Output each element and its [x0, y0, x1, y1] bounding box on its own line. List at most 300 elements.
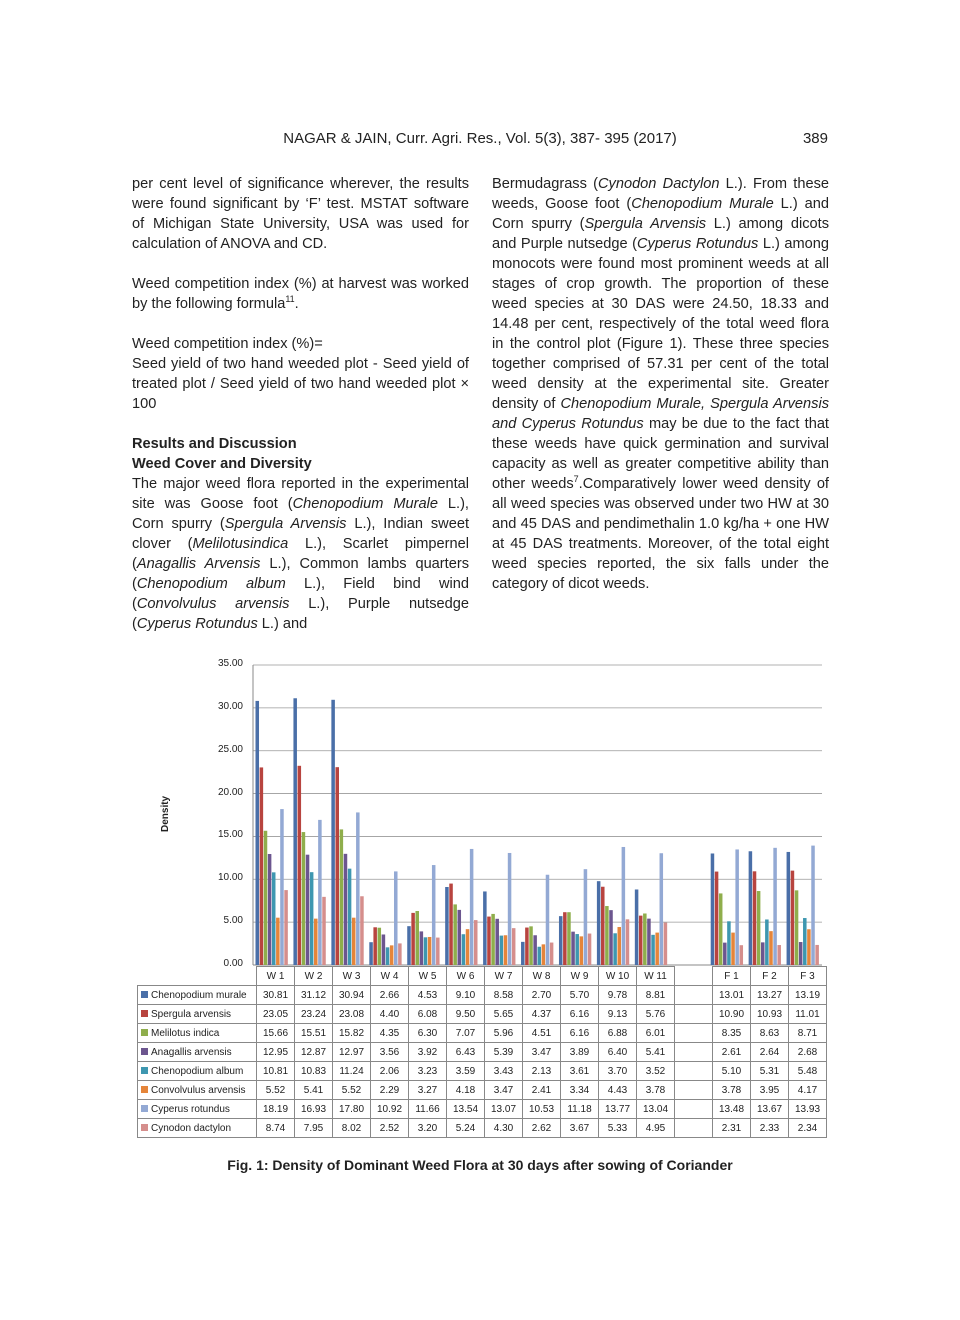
text-run: Weed Cover and Diversity	[132, 456, 312, 472]
bar-anagallis-arvensis	[533, 935, 537, 965]
italic-text: Spergula Arvensis	[584, 216, 707, 232]
category-label: F 1	[713, 967, 751, 986]
bar-spergula-arvensis	[715, 872, 719, 965]
bar-anagallis-arvensis	[647, 919, 651, 965]
bar-anagallis-arvensis	[799, 942, 803, 965]
data-label: 3.27	[409, 1081, 447, 1100]
data-label: 3.70	[599, 1062, 637, 1081]
data-label: 11.24	[333, 1062, 371, 1081]
legend-swatch	[141, 1086, 148, 1093]
data-label: 4.51	[523, 1024, 561, 1043]
text-run: Seed yield of two hand weeded plot - Seed yield of treated plot / Seed yield of two hand weeded plot × 100	[132, 356, 469, 412]
bar-melilotus-indica	[415, 911, 419, 965]
data-label: 2.70	[523, 986, 561, 1005]
data-label: 6.88	[599, 1024, 637, 1043]
data-label: 5.52	[257, 1081, 295, 1100]
data-label	[675, 1005, 713, 1024]
bar-chenopodium-murale	[711, 853, 715, 965]
data-label: 13.04	[637, 1100, 675, 1119]
bar-chenopodium-murale	[483, 891, 487, 965]
italic-text: Chenopodium Murale	[292, 496, 438, 512]
series-name: Melilotus indica	[151, 1027, 220, 1039]
data-label: 11.18	[561, 1100, 599, 1119]
data-label: 11.01	[789, 1005, 827, 1024]
data-label: 2.33	[751, 1119, 789, 1138]
data-label: 4.43	[599, 1081, 637, 1100]
data-label: 2.61	[713, 1043, 751, 1062]
table-row	[138, 1081, 827, 1100]
data-label: 8.81	[637, 986, 675, 1005]
bar-chenopodium-murale	[407, 926, 411, 965]
data-label: 5.31	[751, 1062, 789, 1081]
bar-anagallis-arvensis	[458, 910, 462, 965]
data-label: 3.52	[637, 1062, 675, 1081]
bar-melilotus-indica	[643, 913, 647, 965]
category-label: W 1	[257, 967, 295, 986]
data-label: 5.39	[485, 1043, 523, 1062]
bar-spergula-arvensis	[373, 927, 377, 965]
data-label: 5.41	[637, 1043, 675, 1062]
bar-chenopodium-murale	[597, 881, 601, 965]
bar-melilotus-indica	[491, 914, 495, 965]
data-label: 5.41	[295, 1081, 333, 1100]
data-label: 2.34	[789, 1119, 827, 1138]
data-label: 4.40	[371, 1005, 409, 1024]
bar-convolvulus-arvensis	[580, 936, 584, 965]
bar-melilotus-indica	[757, 891, 761, 965]
data-label	[675, 986, 713, 1005]
y-axis-title: Density	[160, 795, 171, 832]
table-row	[138, 1062, 827, 1081]
bar-spergula-arvensis	[791, 871, 795, 965]
series-name: Chenopodium album	[151, 1065, 244, 1077]
data-label: 2.13	[523, 1062, 561, 1081]
bar-spergula-arvensis	[449, 884, 453, 965]
category-label: W 2	[295, 967, 333, 986]
data-label: 8.63	[751, 1024, 789, 1043]
data-label: 5.48	[789, 1062, 827, 1081]
bar-chenopodium-album	[424, 937, 428, 965]
y-tick-label: 25.00	[217, 743, 243, 755]
bar-cyperus-rotundus	[811, 846, 815, 965]
text-run: L.), Scarlet pimpernel (	[132, 536, 469, 572]
legend-entry	[138, 1081, 257, 1100]
data-label: 11.66	[409, 1100, 447, 1119]
bar-spergula-arvensis	[563, 912, 567, 965]
table-row	[138, 1024, 827, 1043]
bar-chenopodium-album	[765, 919, 769, 965]
bar-cyperus-rotundus	[280, 809, 284, 965]
legend-entry	[138, 986, 257, 1005]
bar-chenopodium-album	[272, 872, 276, 965]
data-label: 4.35	[371, 1024, 409, 1043]
bar-convolvulus-arvensis	[276, 918, 280, 965]
bar-chenopodium-album	[386, 947, 390, 965]
data-label: 13.01	[713, 986, 751, 1005]
bar-chenopodium-murale	[787, 852, 791, 965]
data-label: 8.74	[257, 1119, 295, 1138]
y-tick-label: 35.00	[217, 658, 243, 669]
data-label: 6.08	[409, 1005, 447, 1024]
category-label: W 3	[333, 967, 371, 986]
bar-chenopodium-murale	[521, 942, 525, 965]
data-label: 13.07	[485, 1100, 523, 1119]
y-tick-label: 0.00	[223, 958, 243, 969]
bar-chenopodium-murale	[331, 700, 335, 965]
bar-chenopodium-murale	[749, 851, 753, 965]
data-label: 3.43	[485, 1062, 523, 1081]
category-label: F 3	[789, 967, 827, 986]
bar-anagallis-arvensis	[306, 855, 310, 965]
data-label: 3.67	[561, 1119, 599, 1138]
bar-spergula-arvensis	[260, 767, 264, 965]
bar-cyperus-rotundus	[660, 853, 664, 965]
text-run: Results and Discussion	[132, 436, 297, 452]
bar-spergula-arvensis	[639, 916, 643, 965]
italic-text: Chenopodium Murale	[631, 196, 774, 212]
data-label: 13.77	[599, 1100, 637, 1119]
italic-text: Chenopodium Murale, Spergula Arvensis and Cyperus Rotundus	[492, 396, 829, 432]
bar-anagallis-arvensis	[723, 943, 727, 965]
data-label: 5.96	[485, 1024, 523, 1043]
data-label: 2.68	[789, 1043, 827, 1062]
data-label: 5.65	[485, 1005, 523, 1024]
bar-melilotus-indica	[264, 831, 268, 965]
data-label: 17.80	[333, 1100, 371, 1119]
data-label: 2.31	[713, 1119, 751, 1138]
data-label: 3.47	[485, 1081, 523, 1100]
data-label: 2.41	[523, 1081, 561, 1100]
data-label: 23.05	[257, 1005, 295, 1024]
data-label: 9.50	[447, 1005, 485, 1024]
bar-chenopodium-murale	[445, 887, 449, 965]
data-label: 6.16	[561, 1005, 599, 1024]
data-label: 3.34	[561, 1081, 599, 1100]
data-label: 6.01	[637, 1024, 675, 1043]
data-label: 5.24	[447, 1119, 485, 1138]
text-run: L.), Indian sweet clover (	[132, 516, 470, 552]
bar-anagallis-arvensis	[420, 931, 424, 965]
data-label: 2.29	[371, 1081, 409, 1100]
data-label: 9.78	[599, 986, 637, 1005]
category-label: F 2	[751, 967, 789, 986]
bar-cynodon-dactylon	[398, 943, 402, 965]
bar-convolvulus-arvensis	[769, 931, 773, 965]
bar-melilotus-indica	[302, 832, 306, 965]
bar-convolvulus-arvensis	[504, 935, 508, 965]
bar-spergula-arvensis	[601, 887, 605, 965]
category-label: W 6	[447, 967, 485, 986]
data-label	[675, 1024, 713, 1043]
legend-swatch	[141, 1010, 148, 1017]
data-label: 10.83	[295, 1062, 333, 1081]
data-label: 8.58	[485, 986, 523, 1005]
bar-convolvulus-arvensis	[314, 919, 318, 965]
bar-convolvulus-arvensis	[428, 937, 432, 965]
data-label: 6.40	[599, 1043, 637, 1062]
data-label: 2.62	[523, 1119, 561, 1138]
y-tick-label: 5.00	[223, 915, 243, 927]
data-label: 2.66	[371, 986, 409, 1005]
italic-text: Convolvulus arvensis	[136, 596, 290, 612]
bar-anagallis-arvensis	[761, 942, 765, 965]
text-run: Weed competition index (%)=	[132, 336, 323, 352]
data-label: 3.47	[523, 1043, 561, 1062]
citation-superscript: 11	[285, 294, 295, 305]
data-label: 13.48	[713, 1100, 751, 1119]
legend-swatch	[141, 1048, 148, 1055]
series-name: Cyperus rotundus	[151, 1103, 230, 1115]
data-label: 10.92	[371, 1100, 409, 1119]
data-label: 23.24	[295, 1005, 333, 1024]
bar-convolvulus-arvensis	[731, 933, 735, 965]
table-row	[138, 1100, 827, 1119]
text-run: .Comparatively lower weed density of all weed species was observed under two HW at 30 and 45 DAS and pendimethalin 1.0 kg/ha + one HW at 45 DAS treatments. Moreover, of the total eight weed species reported, the six falls under the category of dicot weeds.	[492, 476, 829, 592]
bar-chenopodium-album	[310, 872, 314, 965]
bar-cynodon-dactylon	[436, 938, 440, 965]
bar-anagallis-arvensis	[609, 910, 613, 965]
bar-melilotus-indica	[378, 928, 382, 965]
text-run: per cent level of significance wherever, the results were found significant by ‘F’ test. MSTAT software of Michigan State University, USA was used for calculation of ANOVA and CD.	[132, 176, 469, 252]
bar-convolvulus-arvensis	[617, 927, 621, 965]
data-label: 18.19	[257, 1100, 295, 1119]
category-label: W 4	[371, 967, 409, 986]
italic-text: Melilotusindica	[192, 536, 289, 552]
series-name: Chenopodium murale	[151, 989, 247, 1001]
text-run: may be due to the fact that these weeds have quick germination and survival capacity as well as greater competitive ability than other weeds	[492, 416, 829, 492]
legend-swatch	[141, 1029, 148, 1036]
data-label: 6.43	[447, 1043, 485, 1062]
data-label: 12.95	[257, 1043, 295, 1062]
legend-swatch	[141, 1124, 148, 1131]
bar-chenopodium-album	[613, 933, 617, 965]
data-label: 30.81	[257, 986, 295, 1005]
italic-text: Cyperus Rotundus	[636, 236, 759, 252]
data-label: 23.08	[333, 1005, 371, 1024]
series-name: Cynodon dactylon	[151, 1122, 232, 1134]
text-run: L.), Purple nutsedge (	[132, 596, 469, 632]
table-row	[138, 986, 827, 1005]
data-label: 4.18	[447, 1081, 485, 1100]
data-label: 3.20	[409, 1119, 447, 1138]
category-label: W 11	[637, 967, 675, 986]
data-label: 5.10	[713, 1062, 751, 1081]
data-label	[675, 1043, 713, 1062]
bar-chenopodium-murale	[369, 942, 373, 965]
bar-cyperus-rotundus	[394, 871, 398, 965]
bar-cynodon-dactylon	[474, 920, 478, 965]
data-label: 3.78	[713, 1081, 751, 1100]
bar-cyperus-rotundus	[546, 875, 550, 965]
bar-anagallis-arvensis	[495, 919, 499, 965]
data-label	[675, 1100, 713, 1119]
bar-cynodon-dactylon	[588, 934, 592, 965]
bar-cyperus-rotundus	[735, 849, 739, 965]
series-name: Spergula arvensis	[151, 1008, 232, 1020]
data-label: 3.78	[637, 1081, 675, 1100]
category-label	[675, 967, 713, 986]
category-label: W 9	[561, 967, 599, 986]
data-label: 8.35	[713, 1024, 751, 1043]
bar-cynodon-dactylon	[550, 943, 554, 965]
bar-anagallis-arvensis	[268, 854, 272, 965]
category-label: W 8	[523, 967, 561, 986]
bar-chenopodium-murale	[635, 889, 639, 965]
data-label: 9.10	[447, 986, 485, 1005]
data-label: 9.13	[599, 1005, 637, 1024]
category-label: W 5	[409, 967, 447, 986]
bar-spergula-arvensis	[411, 913, 415, 965]
data-label: 8.71	[789, 1024, 827, 1043]
data-label: 16.93	[295, 1100, 333, 1119]
legend-swatch	[141, 1105, 148, 1112]
legend-swatch	[141, 991, 148, 998]
data-label: 3.89	[561, 1043, 599, 1062]
data-label: 8.02	[333, 1119, 371, 1138]
bar-cynodon-dactylon	[626, 919, 630, 965]
data-label: 10.81	[257, 1062, 295, 1081]
data-label: 15.51	[295, 1024, 333, 1043]
legend-entry	[138, 1062, 257, 1081]
text-run: Weed competition index (%) at harvest was worked by the following formula	[132, 276, 469, 312]
data-label: 5.52	[333, 1081, 371, 1100]
bar-cyperus-rotundus	[773, 848, 777, 965]
data-label: 6.16	[561, 1024, 599, 1043]
bar-melilotus-indica	[605, 906, 609, 965]
table-header-row	[138, 967, 827, 986]
text-run: .	[294, 296, 299, 312]
data-label: 2.64	[751, 1043, 789, 1062]
data-label: 13.27	[751, 986, 789, 1005]
legend-entry	[138, 1005, 257, 1024]
data-label: 5.76	[637, 1005, 675, 1024]
data-label: 12.97	[333, 1043, 371, 1062]
data-label: 5.33	[599, 1119, 637, 1138]
bar-convolvulus-arvensis	[466, 929, 470, 965]
data-label: 15.66	[257, 1024, 295, 1043]
bar-convolvulus-arvensis	[390, 945, 394, 965]
bar-convolvulus-arvensis	[352, 918, 356, 965]
bar-cyperus-rotundus	[432, 865, 436, 965]
running-head: NAGAR & JAIN, Curr. Agri. Res., Vol. 5(3), 387- 395 (2017)	[283, 130, 677, 147]
bar-chenopodium-album	[538, 947, 542, 965]
data-label: 13.67	[751, 1100, 789, 1119]
bar-chenopodium-album	[500, 936, 504, 965]
y-tick-label: 10.00	[217, 872, 243, 884]
text-run: L.), Common lambs quarters (	[132, 556, 469, 592]
bar-chenopodium-album	[575, 934, 579, 965]
bar-chenopodium-murale	[559, 916, 563, 965]
bar-anagallis-arvensis	[571, 932, 575, 965]
data-label: 3.95	[751, 1081, 789, 1100]
data-label	[675, 1081, 713, 1100]
data-label: 15.82	[333, 1024, 371, 1043]
data-label: 3.56	[371, 1043, 409, 1062]
data-label: 3.59	[447, 1062, 485, 1081]
italic-text: Chenopodium album	[136, 576, 286, 592]
text-run: Bermudagrass (	[492, 176, 598, 192]
bar-cynodon-dactylon	[360, 896, 364, 965]
text-run: L.) among dicots and Purple nutsedge (	[492, 216, 829, 252]
italic-text: Cynodon Dactylon	[598, 176, 720, 192]
bar-convolvulus-arvensis	[542, 944, 546, 965]
bar-cynodon-dactylon	[664, 923, 668, 965]
legend-entry	[138, 1043, 257, 1062]
data-label: 13.54	[447, 1100, 485, 1119]
bar-cynodon-dactylon	[777, 945, 781, 965]
bar-cynodon-dactylon	[284, 890, 288, 965]
bar-convolvulus-arvensis	[655, 933, 659, 965]
y-tick-label: 20.00	[217, 786, 243, 798]
data-label: 5.70	[561, 986, 599, 1005]
bar-chenopodium-album	[651, 935, 655, 965]
citation-superscript: 7	[573, 474, 579, 485]
bar-cyperus-rotundus	[508, 853, 512, 965]
bar-cyperus-rotundus	[356, 812, 360, 965]
data-label: 7.95	[295, 1119, 333, 1138]
data-label: 6.30	[409, 1024, 447, 1043]
bar-melilotus-indica	[719, 893, 723, 965]
data-label: 2.06	[371, 1062, 409, 1081]
figure-caption: Fig. 1: Density of Dominant Weed Flora at 30 days after sowing of Coriander	[227, 1157, 733, 1173]
data-label	[675, 1119, 713, 1138]
legend-entry	[138, 1100, 257, 1119]
text-run: L.), Field bind wind (	[132, 576, 470, 612]
bar-cyperus-rotundus	[584, 869, 588, 965]
data-label: 12.87	[295, 1043, 333, 1062]
bar-spergula-arvensis	[298, 766, 302, 965]
data-label: 3.61	[561, 1062, 599, 1081]
bar-cynodon-dactylon	[740, 945, 744, 965]
data-label: 3.92	[409, 1043, 447, 1062]
table-row	[138, 1005, 827, 1024]
y-tick-label: 30.00	[217, 700, 243, 712]
bar-anagallis-arvensis	[382, 934, 386, 965]
table-row	[138, 1043, 827, 1062]
bar-cyperus-rotundus	[318, 820, 322, 965]
data-label: 10.93	[751, 1005, 789, 1024]
series-name: Anagallis arvensis	[151, 1046, 232, 1058]
legend-swatch	[141, 1067, 148, 1074]
bar-chenopodium-album	[727, 921, 731, 965]
data-label: 31.12	[295, 986, 333, 1005]
data-label: 7.07	[447, 1024, 485, 1043]
bar-chenopodium-album	[348, 869, 352, 965]
bar-chenopodium-album	[462, 934, 466, 965]
bar-spergula-arvensis	[487, 917, 491, 965]
data-label: 2.52	[371, 1119, 409, 1138]
bar-melilotus-indica	[453, 904, 457, 965]
bar-anagallis-arvensis	[344, 854, 348, 965]
bar-convolvulus-arvensis	[807, 929, 811, 965]
bar-cynodon-dactylon	[815, 945, 819, 965]
legend-entry	[138, 1119, 257, 1138]
y-tick-label: 15.00	[217, 829, 243, 841]
data-label: 4.95	[637, 1119, 675, 1138]
data-label: 4.17	[789, 1081, 827, 1100]
series-name: Convolvulus arvensis	[151, 1084, 246, 1096]
data-label: 4.37	[523, 1005, 561, 1024]
data-label: 4.53	[409, 986, 447, 1005]
data-label: 10.53	[523, 1100, 561, 1119]
text-run: L.) among monocots were found most prominent weeds at all stages of crop growth. The proportion of these weed species at 30 DAS were 24.50, 18.33 and 14.48 per cent, respectively of the total weed flora in the control plot (Figure 1). These three species together comprised of 57.31 per cent of the total weed density at the experimental site. Greater density of	[492, 236, 829, 412]
bar-chenopodium-murale	[293, 698, 297, 965]
data-label: 13.19	[789, 986, 827, 1005]
data-label: 3.23	[409, 1062, 447, 1081]
bar-cyperus-rotundus	[470, 849, 474, 965]
bar-cynodon-dactylon	[512, 928, 516, 965]
italic-text: Cyperus Rotundus	[136, 616, 258, 632]
